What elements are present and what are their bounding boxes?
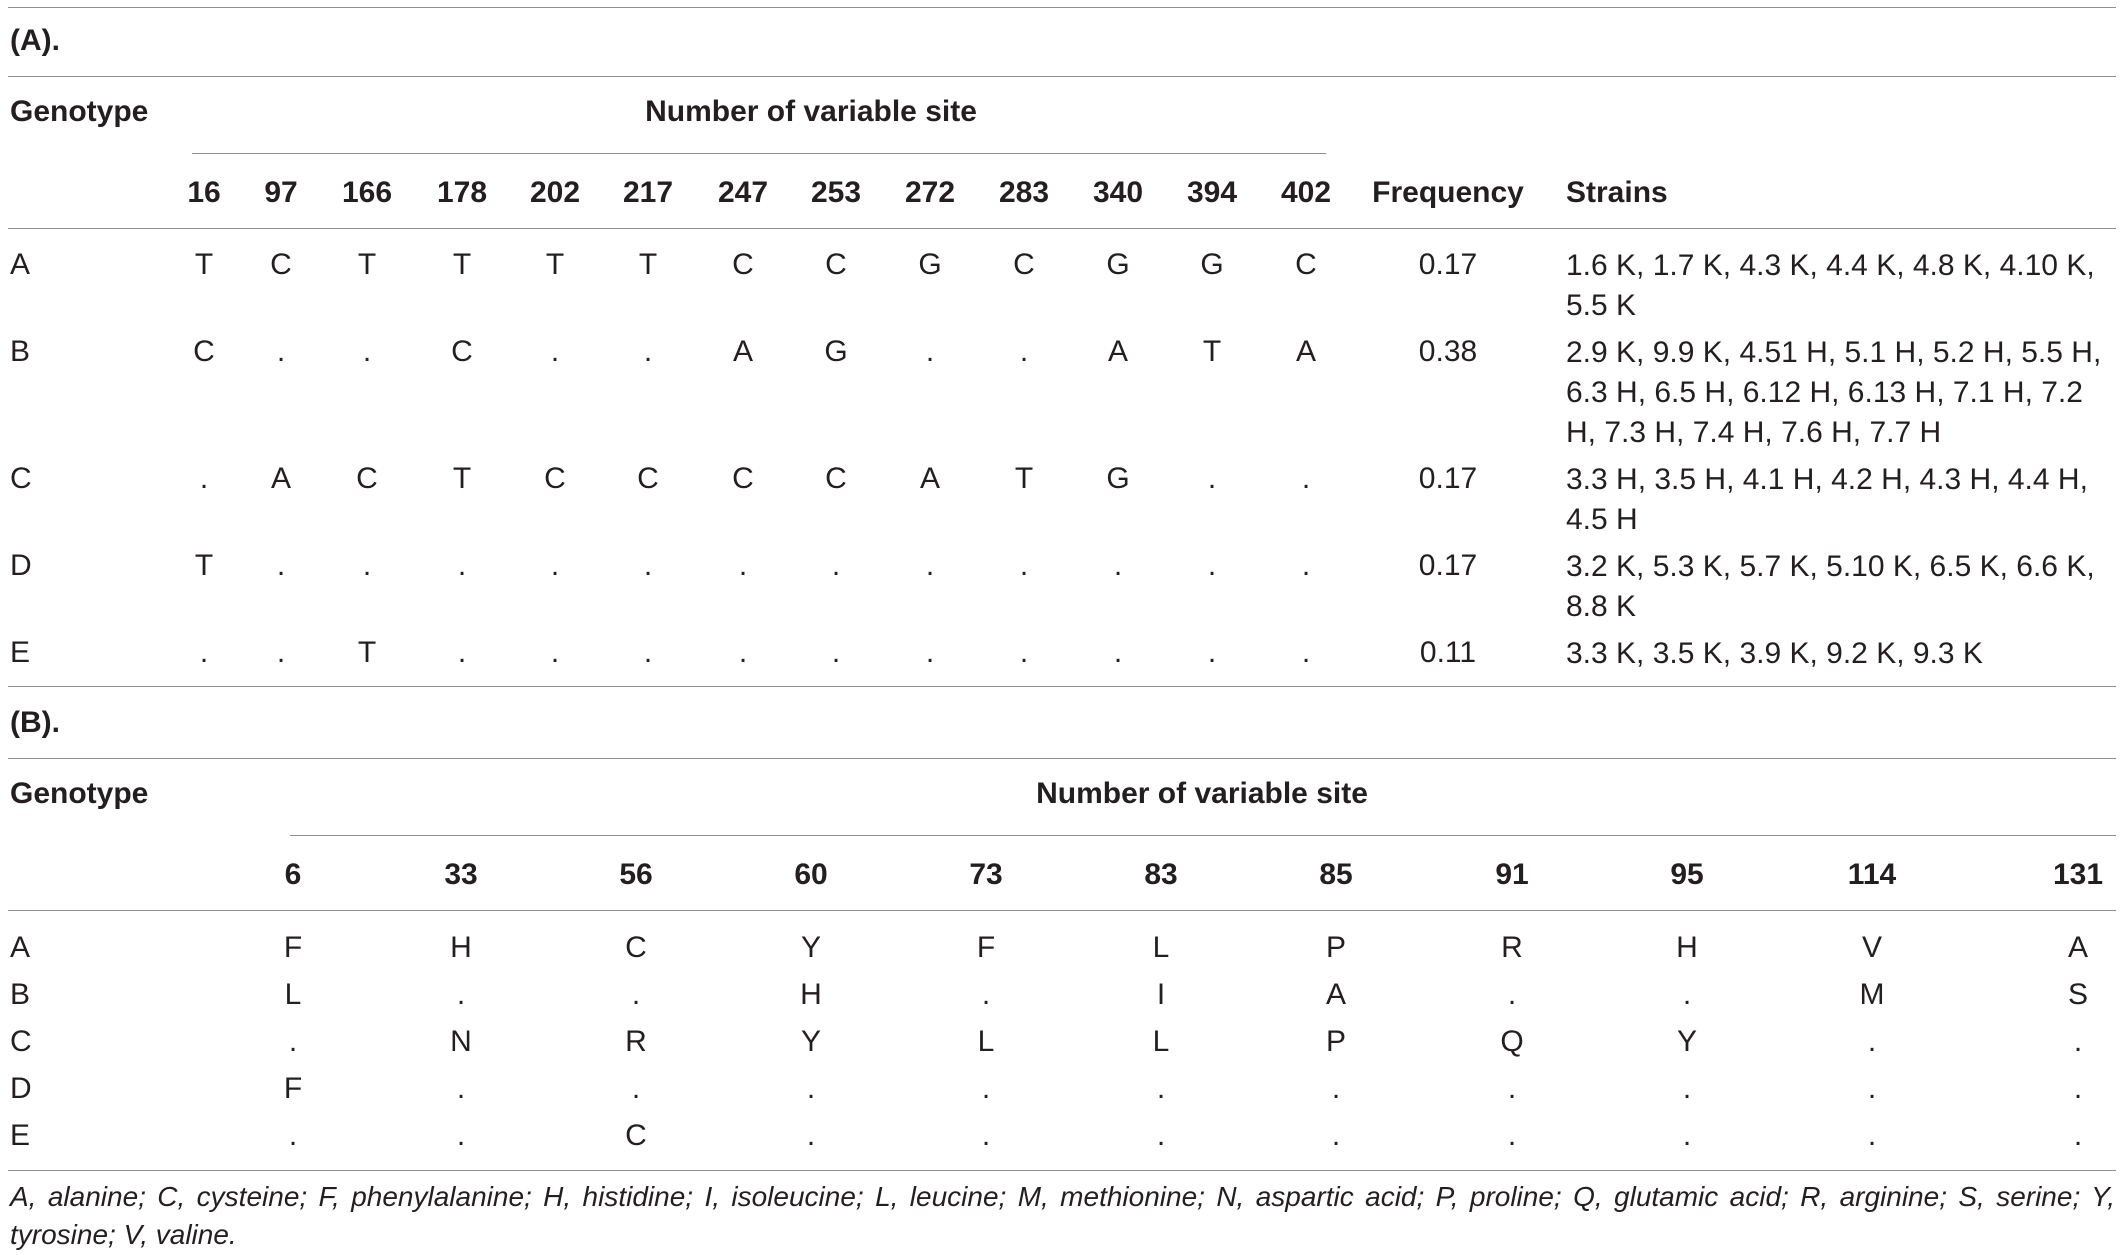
site-value: V <box>1861 931 1883 964</box>
site-value: . <box>1207 636 1217 669</box>
site-value: . <box>831 636 841 669</box>
strains-value: 3.3 K, 3.5 K, 3.9 K, 9.2 K, 9.3 K <box>1566 637 1983 670</box>
strains-value: 1.6 K, 1.7 K, 4.3 K, 4.4 K, 4.8 K, 4.10 K, 5.5 K <box>1566 249 2095 322</box>
genotype-label: B <box>10 978 31 1011</box>
site-value: H <box>1676 931 1698 964</box>
footnote: A, alanine; C, cysteine; F, phenylalanine; H, histidine; I, isoleucine; L, leucine; M, methionine; N, aspartic acid; P, proline; Q, glutamic acid; R, arginine; S, serine; Y, tyrosine; V, valine. <box>10 1181 2115 1250</box>
site-value: . <box>288 1025 298 1058</box>
site-value: T <box>452 248 472 281</box>
site-value: L <box>284 978 302 1011</box>
site-value: C <box>544 462 566 495</box>
site-value: G <box>1200 248 1224 281</box>
site-value: C <box>825 248 847 281</box>
strains-value: 3.3 H, 3.5 H, 4.1 H, 4.2 H, 4.3 H, 4.4 H, 4.5 H <box>1566 463 2088 536</box>
genotype-label: C <box>10 1025 32 1058</box>
site-value: M <box>1859 978 1885 1011</box>
site-value: C <box>732 248 754 281</box>
site-value: R <box>1501 931 1523 964</box>
site-value: . <box>1331 1119 1341 1152</box>
site-value: A <box>2067 931 2089 964</box>
site-value: C <box>356 462 378 495</box>
frequency-value: 0.17 <box>1418 549 1478 582</box>
site-value: . <box>925 549 935 582</box>
site-value: . <box>806 1119 816 1152</box>
rule-a-bottom <box>8 686 2116 687</box>
site-value: . <box>550 636 560 669</box>
site-value: P <box>1325 1025 1347 1058</box>
site-value: . <box>925 636 935 669</box>
site-value: . <box>456 978 466 1011</box>
site-value: . <box>199 636 209 669</box>
site-header: 91 <box>1495 858 1529 891</box>
site-value: . <box>738 549 748 582</box>
site-value: L <box>977 1025 995 1058</box>
site-value: A <box>1325 978 1347 1011</box>
section-b-label: (B). <box>10 706 60 739</box>
site-value: Q <box>1500 1025 1524 1058</box>
site-value: . <box>831 549 841 582</box>
site-value: A <box>1107 335 1129 368</box>
section-a-label: (A). <box>10 24 60 57</box>
site-value: T <box>1014 462 1034 495</box>
site-value: . <box>288 1119 298 1152</box>
site-value: C <box>637 462 659 495</box>
site-value: . <box>1207 462 1217 495</box>
site-value: T <box>194 248 214 281</box>
site-value: . <box>1301 636 1311 669</box>
site-header: 83 <box>1144 858 1178 891</box>
site-value: R <box>625 1025 647 1058</box>
site-header: 85 <box>1319 858 1353 891</box>
site-value: C <box>732 462 754 495</box>
site-header: 272 <box>904 176 956 209</box>
site-value: . <box>1867 1025 1877 1058</box>
frequency-value: 0.11 <box>1419 636 1477 669</box>
strains-value: 2.9 K, 9.9 K, 4.51 H, 5.1 H, 5.2 H, 5.5 H, 6.3 H, 6.5 H, 6.12 H, 6.13 H, 7.1 H, 7.2 H, 7.3 H, 7.4 H, 7.6 H, 7.7 H <box>1566 336 2102 449</box>
frequency-value: 0.17 <box>1418 462 1478 495</box>
genotype-label: D <box>10 1072 32 1105</box>
rule-a-header <box>8 228 2116 229</box>
site-value: . <box>199 462 209 495</box>
site-header: 247 <box>717 176 769 209</box>
rule-b-group <box>290 835 2116 836</box>
site-header: 166 <box>341 176 393 209</box>
site-header: 73 <box>969 858 1003 891</box>
site-value: . <box>1207 549 1217 582</box>
section-a-group-header: Number of variable site <box>645 95 977 128</box>
site-value: C <box>625 1119 647 1152</box>
site-value: . <box>1867 1072 1877 1105</box>
frequency-header: Frequency <box>1372 176 1524 209</box>
site-value: T <box>357 636 377 669</box>
site-value: . <box>362 549 372 582</box>
site-header: 97 <box>264 176 298 209</box>
site-value: . <box>550 549 560 582</box>
site-value: . <box>1156 1072 1166 1105</box>
site-header: 202 <box>529 176 581 209</box>
site-header: 253 <box>810 176 862 209</box>
site-value: T <box>638 248 658 281</box>
frequency-value: 0.17 <box>1418 248 1478 281</box>
site-value: A <box>919 462 941 495</box>
site-value: G <box>824 335 848 368</box>
site-value: . <box>2073 1072 2083 1105</box>
site-value: T <box>194 549 214 582</box>
site-value: . <box>925 335 935 368</box>
section-a-genotype-header: Genotype <box>10 95 149 128</box>
strains-value: 3.2 K, 5.3 K, 5.7 K, 5.10 K, 6.5 K, 6.6 K, 8.8 K <box>1566 550 2095 623</box>
genotype-label: E <box>10 636 31 669</box>
site-value: . <box>2073 1025 2083 1058</box>
site-value: . <box>456 1119 466 1152</box>
site-header: 16 <box>187 176 221 209</box>
site-value: C <box>451 335 473 368</box>
site-value: . <box>1507 1072 1517 1105</box>
site-value: A <box>732 335 754 368</box>
site-value: Y <box>800 1025 822 1058</box>
site-value: . <box>1507 978 1517 1011</box>
site-value: . <box>457 636 467 669</box>
genotype-label: C <box>10 462 32 495</box>
site-value: G <box>1106 248 1130 281</box>
site-header: 178 <box>436 176 488 209</box>
genotype-label: E <box>10 1119 31 1152</box>
site-value: . <box>1682 1072 1692 1105</box>
site-value: . <box>1301 549 1311 582</box>
site-header: 33 <box>444 858 478 891</box>
site-header: 6 <box>284 858 302 891</box>
frequency-value: 0.38 <box>1418 335 1478 368</box>
site-value: . <box>1507 1119 1517 1152</box>
site-value: I <box>1156 978 1166 1011</box>
site-value: . <box>1113 636 1123 669</box>
section-b-group-header: Number of variable site <box>1036 777 1368 810</box>
site-value: G <box>918 248 942 281</box>
site-header: 283 <box>998 176 1050 209</box>
site-value: N <box>450 1025 472 1058</box>
site-value: C <box>625 931 647 964</box>
site-value: . <box>1019 549 1029 582</box>
site-header: 340 <box>1092 176 1144 209</box>
site-value: Y <box>1676 1025 1698 1058</box>
site-value: . <box>1019 335 1029 368</box>
site-header: 131 <box>2052 858 2104 891</box>
site-value: . <box>362 335 372 368</box>
site-value: . <box>981 978 991 1011</box>
site-value: . <box>981 1119 991 1152</box>
site-value: F <box>283 1072 303 1105</box>
site-value: . <box>1113 549 1123 582</box>
site-value: T <box>452 462 472 495</box>
site-value: C <box>193 335 215 368</box>
site-value: C <box>270 248 292 281</box>
genotype-label: B <box>10 335 31 368</box>
site-header: 60 <box>794 858 828 891</box>
rule-a-group <box>192 153 1326 154</box>
site-value: A <box>270 462 292 495</box>
site-value: . <box>276 636 286 669</box>
site-value: . <box>806 1072 816 1105</box>
site-value: . <box>1301 462 1311 495</box>
site-value: . <box>643 549 653 582</box>
site-value: L <box>1152 1025 1170 1058</box>
site-value: . <box>2073 1119 2083 1152</box>
site-value: L <box>1152 931 1170 964</box>
site-value: . <box>550 335 560 368</box>
genotype-label: A <box>10 248 31 281</box>
site-value: A <box>1295 335 1317 368</box>
site-value: H <box>450 931 472 964</box>
rule-b-bottom <box>8 1170 2116 1171</box>
site-value: T <box>357 248 377 281</box>
site-value: . <box>981 1072 991 1105</box>
site-value: F <box>976 931 996 964</box>
site-value: . <box>631 978 641 1011</box>
site-value: . <box>1867 1119 1877 1152</box>
site-value: . <box>1682 1119 1692 1152</box>
site-header: 217 <box>622 176 674 209</box>
site-value: . <box>643 335 653 368</box>
site-value: . <box>457 549 467 582</box>
site-value: . <box>1331 1072 1341 1105</box>
site-value: . <box>1682 978 1692 1011</box>
site-header: 56 <box>619 858 653 891</box>
site-value: S <box>2067 978 2089 1011</box>
site-value: . <box>738 636 748 669</box>
site-value: F <box>283 931 303 964</box>
site-value: C <box>1013 248 1035 281</box>
rule-b-header <box>8 910 2116 911</box>
site-header: 394 <box>1186 176 1238 209</box>
site-value: T <box>1202 335 1222 368</box>
strains-header: Strains <box>1566 176 1668 209</box>
site-value: C <box>1295 248 1317 281</box>
site-value: P <box>1325 931 1347 964</box>
rule-b-label <box>8 758 2116 759</box>
site-value: H <box>800 978 822 1011</box>
site-value: . <box>456 1072 466 1105</box>
site-value: . <box>631 1072 641 1105</box>
site-value: C <box>825 462 847 495</box>
site-value: . <box>1019 636 1029 669</box>
site-header: 402 <box>1280 176 1332 209</box>
genotype-label: D <box>10 549 32 582</box>
site-header: 95 <box>1670 858 1704 891</box>
site-header: 114 <box>1847 858 1897 891</box>
genotype-label: A <box>10 931 31 964</box>
rule-a-label <box>8 76 2116 77</box>
site-value: . <box>1156 1119 1166 1152</box>
site-value: . <box>276 549 286 582</box>
rule-top <box>8 7 2116 8</box>
section-b-genotype-header: Genotype <box>10 777 149 810</box>
site-value: Y <box>800 931 822 964</box>
site-value: . <box>276 335 286 368</box>
site-value: . <box>643 636 653 669</box>
site-value: G <box>1106 462 1130 495</box>
site-value: T <box>545 248 565 281</box>
